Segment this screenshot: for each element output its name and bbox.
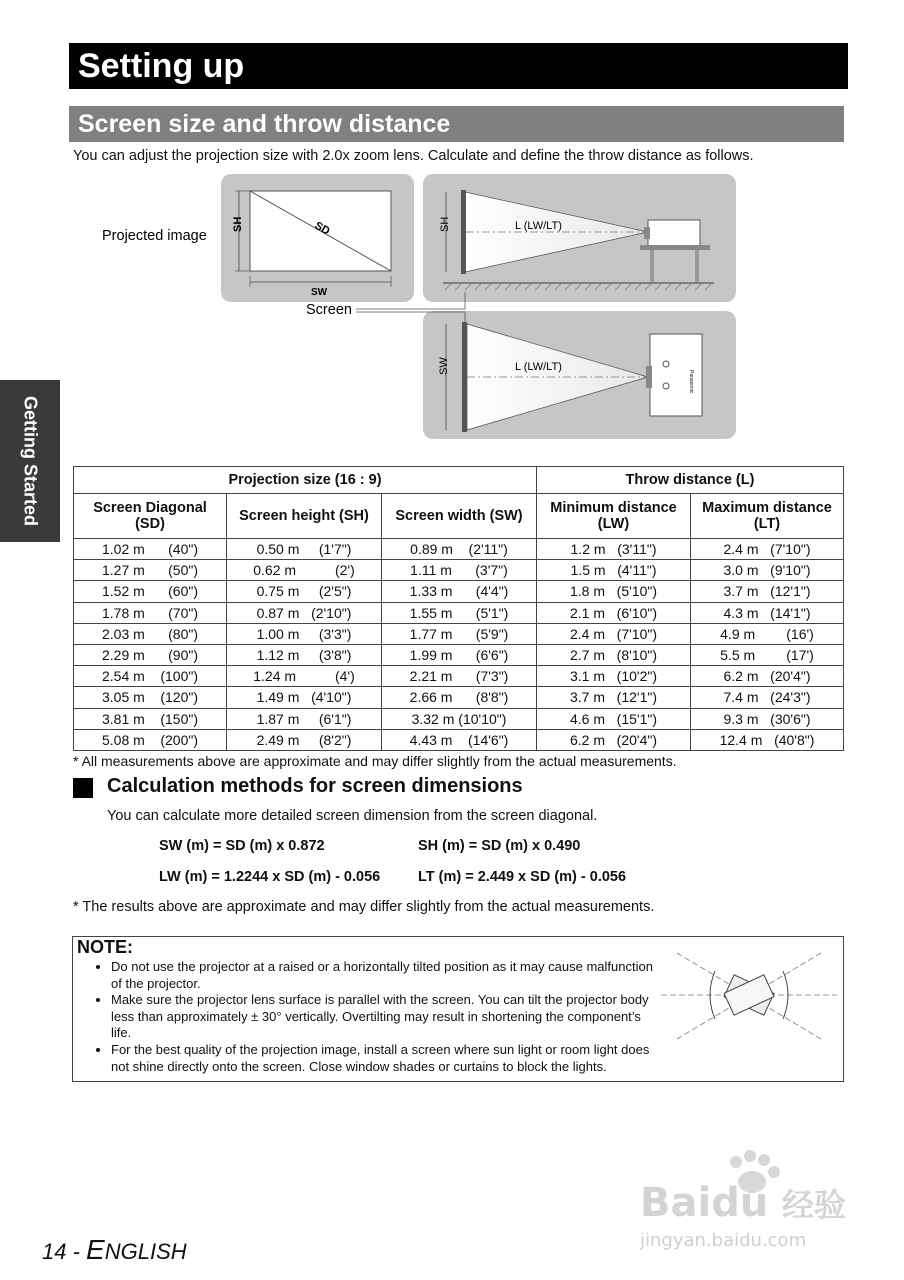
cell: 2.54 m (100") xyxy=(74,666,227,687)
cell: 1.99 m (6'6") xyxy=(382,644,537,665)
cell: 1.11 m (3'7") xyxy=(382,560,537,581)
calc-note: * The results above are approximate and may differ slightly from the actual measurements. xyxy=(73,899,655,915)
cell: 7.4 m (24'3") xyxy=(691,687,844,708)
cell: 2.4 m (7'10") xyxy=(537,623,691,644)
label-sw-1: SW xyxy=(311,287,328,298)
label-l-side: L (LW/LT) xyxy=(515,220,562,232)
col-screen-height: Screen height (SH) xyxy=(227,494,382,539)
side-screen xyxy=(461,190,466,274)
watermark-url: jingyan.baidu.com xyxy=(640,1230,807,1250)
cell: 3.7 m (12'1") xyxy=(691,581,844,602)
cell: 1.27 m (50") xyxy=(74,560,227,581)
watermark-cn: 经验 xyxy=(782,1186,847,1224)
cell: 3.05 m (120") xyxy=(74,687,227,708)
section-marker-icon xyxy=(73,778,93,798)
baidu-watermark xyxy=(640,1150,870,1250)
cell: 1.12 m (3'8") xyxy=(227,644,382,665)
cell: 9.3 m (30'6") xyxy=(691,708,844,729)
table-row xyxy=(74,687,844,708)
table-top xyxy=(640,245,710,250)
cell: 0.62 m (2') xyxy=(227,560,382,581)
throw-distance-table xyxy=(73,466,844,751)
note-box xyxy=(72,936,844,1082)
cell: 2.66 m (8'8") xyxy=(382,687,537,708)
cell: 6.2 m (20'4") xyxy=(537,729,691,750)
cell: 2.7 m (8'10") xyxy=(537,644,691,665)
calc-intro: You can calculate more detailed screen dimension from the screen diagonal. xyxy=(107,808,598,824)
cell: 12.4 m (40'8") xyxy=(691,729,844,750)
lang-initial: E xyxy=(86,1234,105,1265)
page-number: 14 - xyxy=(42,1239,87,1264)
col-screen-diagonal: Screen Diagonal (SD) xyxy=(74,494,227,539)
col-min-distance: Minimum distance (LW) xyxy=(537,494,691,539)
table-row xyxy=(74,539,844,560)
lang-rest: NGLISH xyxy=(104,1239,187,1264)
cell: 2.21 m (7'3") xyxy=(382,666,537,687)
tilt-illustration xyxy=(657,943,841,1075)
label-screen: Screen xyxy=(306,302,352,318)
label-sh-1: SH xyxy=(232,216,244,232)
group-header-throw: Throw distance (L) xyxy=(537,467,844,494)
table-row xyxy=(74,708,844,729)
cell: 5.08 m (200") xyxy=(74,729,227,750)
cell: 0.87 m (2'10") xyxy=(227,602,382,623)
cell: 2.1 m (6'10") xyxy=(537,602,691,623)
cell: 2.03 m (80") xyxy=(74,623,227,644)
calc-title: Calculation methods for screen dimensions xyxy=(107,775,523,797)
cell: 3.32 m (10'10") xyxy=(382,708,537,729)
cell: 3.0 m (9'10") xyxy=(691,560,844,581)
cell: 1.2 m (3'11") xyxy=(537,539,691,560)
cell: 0.75 m (2'5") xyxy=(227,581,382,602)
cell: 1.87 m (6'1") xyxy=(227,708,382,729)
cell: 1.49 m (4'10") xyxy=(227,687,382,708)
cell: 3.1 m (10'2") xyxy=(537,666,691,687)
cell: 1.5 m (4'11") xyxy=(537,560,691,581)
cell: 1.33 m (4'4") xyxy=(382,581,537,602)
table-row xyxy=(74,666,844,687)
table-row xyxy=(74,729,844,750)
cell: 2.29 m (90") xyxy=(74,644,227,665)
formula-lw: LW (m) = 1.2244 x SD (m) - 0.056 xyxy=(159,869,381,885)
list-item: • Do not use the projector at a raised or a horizontally tilted position as it may cause malfunction of the projector. xyxy=(111,959,659,992)
cell: 0.89 m (2'11") xyxy=(382,539,537,560)
section-title: Screen size and throw distance xyxy=(69,106,844,142)
cell: 1.78 m (70") xyxy=(74,602,227,623)
page-footer xyxy=(42,1234,187,1266)
label-sw-2: SW xyxy=(438,357,450,375)
cell: 4.9 m (16') xyxy=(691,623,844,644)
formula-sw: SW (m) = SD (m) x 0.872 xyxy=(159,838,325,854)
watermark-brand: Baidu xyxy=(640,1180,769,1226)
cell: 4.43 m (14'6") xyxy=(382,729,537,750)
side-tab-label: Getting Started xyxy=(20,395,41,527)
throw-distance-diagram xyxy=(0,0,904,460)
cell: 3.81 m (150") xyxy=(74,708,227,729)
col-max-distance: Maximum distance (LT) xyxy=(691,494,844,539)
cell: 1.52 m (60") xyxy=(74,581,227,602)
cell: 3.7 m (12'1") xyxy=(537,687,691,708)
top-screen xyxy=(462,322,467,432)
measurement-note: * All measurements above are approximate and may differ slightly from the actual measurements. xyxy=(73,753,677,769)
cell: 2.4 m (7'10") xyxy=(691,539,844,560)
page-title: Setting up xyxy=(69,43,848,89)
cell: 1.55 m (5'1") xyxy=(382,602,537,623)
formula-sh: SH (m) = SD (m) x 0.490 xyxy=(418,838,581,854)
cell: 1.8 m (5'10") xyxy=(537,581,691,602)
note-title: NOTE: xyxy=(77,937,133,957)
list-item: • For the best quality of the projection image, install a screen where sun light or room light does not shine directly onto the screen. Close window shades or curtains to block the lights. xyxy=(111,1042,659,1075)
cell: 1.24 m (4') xyxy=(227,666,382,687)
formula-lt: LT (m) = 2.449 x SD (m) - 0.056 xyxy=(418,869,627,885)
table-row xyxy=(74,623,844,644)
table-row xyxy=(74,602,844,623)
label-sh-2: SH xyxy=(439,216,451,232)
note-list xyxy=(97,959,659,1075)
table-row xyxy=(74,644,844,665)
intro-text: You can adjust the projection size with 2.0x zoom lens. Calculate and define the throw distance as follows. xyxy=(73,148,754,164)
cell: 1.00 m (3'3") xyxy=(227,623,382,644)
projector-brand: Panasonic xyxy=(688,370,694,394)
cell: 1.02 m (40") xyxy=(74,539,227,560)
col-screen-width: Screen width (SW) xyxy=(382,494,537,539)
cell: 6.2 m (20'4") xyxy=(691,666,844,687)
cell: 4.6 m (15'1") xyxy=(537,708,691,729)
cell: 4.3 m (14'1") xyxy=(691,602,844,623)
cell: 1.77 m (5'9") xyxy=(382,623,537,644)
label-l-top: L (LW/LT) xyxy=(515,361,562,373)
table-row xyxy=(74,560,844,581)
table-row xyxy=(74,581,844,602)
cell: 2.49 m (8'2") xyxy=(227,729,382,750)
label-projected-image: Projected image xyxy=(102,228,207,244)
list-item: • Make sure the projector lens surface is parallel with the screen. You can tilt the projector body less than approximately ± 30° vertically. Overtilting may result in shortening the component’s life. xyxy=(111,992,659,1042)
cell: 5.5 m (17') xyxy=(691,644,844,665)
side-projector xyxy=(648,220,700,246)
group-header-projection: Projection size (16 : 9) xyxy=(74,467,537,494)
cell: 0.50 m (1'7") xyxy=(227,539,382,560)
label-sd: SD xyxy=(312,219,332,238)
